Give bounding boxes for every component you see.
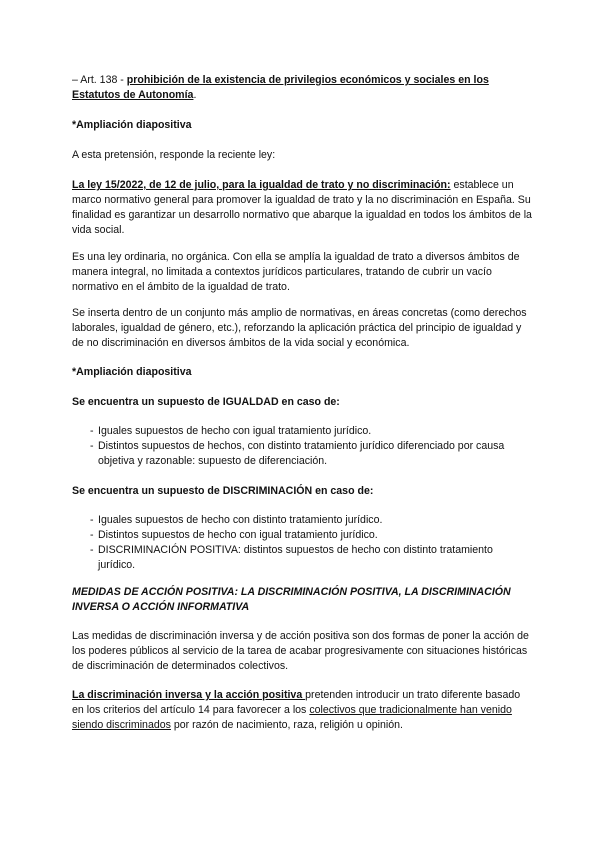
dash-bullet-icon — [90, 543, 94, 558]
final-text-1: pretenden introducir un trato diferente basado en los criterios del artículo 14 para favorecer a los — [72, 689, 521, 716]
art-138-paragraph — [72, 73, 532, 103]
dash-bullet-icon — [90, 513, 94, 528]
list-item — [72, 439, 532, 469]
list-item — [72, 424, 532, 439]
igualdad-list — [72, 424, 532, 469]
list-item — [72, 528, 532, 543]
ley-title: La ley 15/2022, de 12 de julio, para la igualdad de trato y no discriminación: — [72, 179, 451, 191]
ley-intro-text: establece un marco normativo general para promover la igualdad de trato y la no discriminación en España. Su finalidad es garantizar un desarrollo normativo que abarque la igualdad en todos los ámbitos de la vida social. — [72, 179, 532, 236]
pretension-paragraph: A esta pretensión, responde la reciente ley: — [72, 149, 276, 161]
final-paragraph — [72, 688, 532, 733]
dash-bullet-icon — [90, 439, 94, 454]
discriminacion-list — [72, 513, 532, 573]
list-item-text: DISCRIMINACIÓN POSITIVA: distintos supuestos de hecho con distinto tratamiento jurídico. — [98, 544, 493, 571]
list-item — [72, 513, 532, 528]
ley-ordinaria-paragraph: Es una ley ordinaria, no orgánica. Con ella se amplía la igualdad de trato a diversos ámbitos de manera integral, no limitada a contextos jurídicos particulares, tratando de cubrir un vacío normativo en el ámbito de la igualdad de trato. — [72, 251, 520, 293]
art-138-suffix: . — [193, 89, 197, 101]
list-item-text: Distintos supuestos de hecho con igual tratamiento jurídico. — [98, 529, 378, 541]
dash-bullet-icon — [90, 424, 94, 439]
final-title: La discriminación inversa y la acción positiva — [72, 689, 306, 701]
final-text-2: por razón de nacimiento, raza, religión u opinión. — [170, 719, 403, 731]
medidas-paragraph: Las medidas de discriminación inversa y de acción positiva son dos formas de poner la acción de los poderes públicos al servicio de la tarea de acabar progresivamente con situaciones históricas de discriminación de determinados colectivos. — [72, 630, 529, 672]
list-item-text: Iguales supuestos de hecho con distinto tratamiento jurídico. — [98, 514, 383, 526]
ampliacion-note-1: *Ampliación diapositiva — [72, 119, 192, 131]
art-138-title: prohibición de la existencia de privilegios económicos y sociales en los Estatutos de Autonomía — [72, 74, 489, 101]
dash-bullet-icon — [90, 528, 94, 543]
ampliacion-note-2: *Ampliación diapositiva — [72, 366, 192, 378]
conjunto-paragraph: Se inserta dentro de un conjunto más amplio de normativas, en áreas concretas (como derechos laborales, igualdad de género, etc.), reforzando la aplicación práctica del principio de igualdad y de no discriminación en diversos ámbitos de la vida social y económica. — [72, 307, 527, 349]
list-item-text: Distintos supuestos de hechos, con distinto tratamiento jurídico diferenciado por causa objetiva y razonable: supuesto de diferenciación. — [98, 440, 505, 467]
medidas-heading: MEDIDAS DE ACCIÓN POSITIVA: LA DISCRIMINACIÓN POSITIVA, LA DISCRIMINACIÓN INVERSA O ACCIÓN INFORMATIVA — [72, 586, 511, 613]
discriminacion-heading: Se encuentra un supuesto de DISCRIMINACIÓN en caso de: — [72, 485, 374, 497]
list-item — [72, 543, 532, 573]
list-item-text: Iguales supuestos de hecho con igual tratamiento jurídico. — [98, 425, 372, 437]
art-138-prefix: – Art. 138 - — [72, 74, 127, 86]
colectivos-link: colectivos que tradicionalmente han venido siendo discriminados — [72, 704, 512, 731]
igualdad-heading: Se encuentra un supuesto de IGUALDAD en caso de: — [72, 396, 340, 408]
ley-intro-paragraph — [72, 178, 532, 238]
